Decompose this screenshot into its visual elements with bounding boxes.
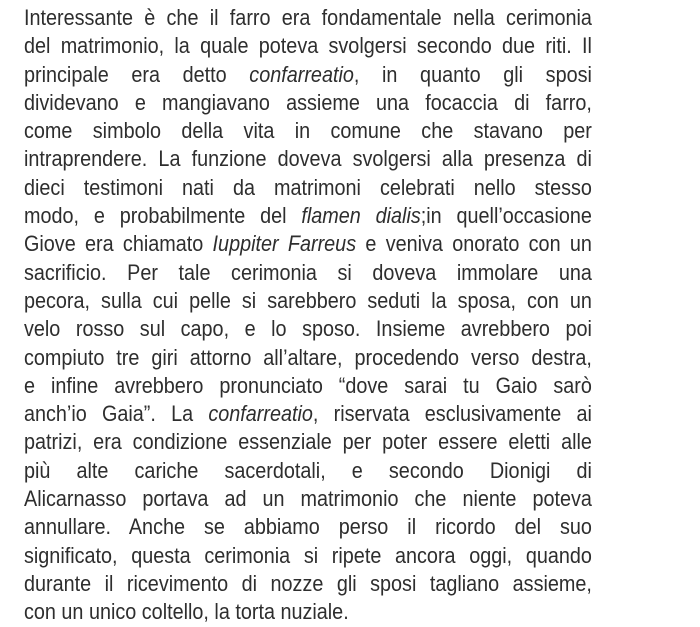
- text-line: [24, 315, 592, 343]
- text-line-content: [24, 428, 592, 456]
- text-run: con un unico coltello, la torta nuziale.: [24, 599, 349, 625]
- text-run: Alicarnasso portava ad un matrimonio che niente poteva: [24, 486, 592, 512]
- text-run: modo, e probabilmente del: [24, 203, 302, 229]
- text-run: ;in quell’occasione: [420, 203, 592, 229]
- italic-term: confarreatio: [249, 61, 354, 87]
- text-run: sacrificio. Per tale cerimonia si doveva immolare una: [24, 259, 592, 285]
- text-line: [24, 372, 592, 400]
- text-run: pecora, sulla cui pelle si sarebbero seduti la sposa, con un: [24, 287, 592, 313]
- text-line-content: [24, 230, 592, 258]
- text-line: [24, 598, 592, 626]
- text-run: anch’io Gaia”. La: [24, 401, 209, 427]
- text-line-content: [24, 344, 592, 372]
- text-line-content: [24, 372, 592, 400]
- text-run: dividevano e mangiavano assieme una focaccia di farro,: [24, 89, 592, 115]
- text-line-content: [24, 513, 592, 541]
- text-line-content: [24, 259, 592, 287]
- text-run: , in quanto gli sposi: [353, 61, 592, 87]
- text-line-content: [24, 400, 592, 428]
- text-line-content: [24, 145, 592, 173]
- text-line: [24, 4, 592, 32]
- text-line: [24, 513, 592, 541]
- text-line: [24, 457, 592, 485]
- text-run: più alte cariche sacerdotali, e secondo Dionigi di: [24, 457, 592, 483]
- text-run: patrizi, era condizione essenziale per poter essere eletti alle: [24, 429, 592, 455]
- text-run: , riservata esclusivamente ai: [312, 401, 592, 427]
- text-run: del matrimonio, la quale poteva svolgersi secondo due riti. Il: [24, 33, 592, 59]
- italic-term: flamen dialis: [301, 203, 421, 229]
- text-run: Interessante è che il farro era fondamentale nella cerimonia: [24, 5, 592, 30]
- text-line: [24, 485, 592, 513]
- text-line-content: [24, 598, 592, 626]
- text-line: [24, 570, 592, 598]
- text-line: [24, 145, 592, 173]
- text-line: [24, 287, 592, 315]
- text-line: [24, 202, 592, 230]
- text-line-content: [24, 485, 592, 513]
- text-line: [24, 174, 592, 202]
- text-run: e infine avrebbero pronunciato “dove sarai tu Gaio sarò: [24, 372, 592, 398]
- text-line: [24, 542, 592, 570]
- text-line: [24, 117, 592, 145]
- text-line: [24, 428, 592, 456]
- text-line: [24, 61, 592, 89]
- text-line-content: [24, 287, 592, 315]
- text-line-content: [24, 61, 592, 89]
- text-line-content: [24, 570, 592, 598]
- text-run: compiuto tre giri attorno all’altare, procedendo verso destra,: [24, 344, 592, 370]
- text-run: Giove era chiamato: [24, 231, 213, 257]
- text-line-content: [24, 117, 592, 145]
- text-run: velo rosso sul capo, e lo sposo. Insieme avrebbero poi: [24, 316, 592, 342]
- text-line: [24, 259, 592, 287]
- text-run: intraprendere. La funzione doveva svolgersi alla presenza di: [24, 146, 592, 172]
- text-line: [24, 89, 592, 117]
- text-line-content: [24, 4, 592, 32]
- text-run: annullare. Anche se abbiamo perso il ricordo del suo: [24, 514, 592, 540]
- document-paragraph: [24, 4, 592, 627]
- text-run: e veniva onorato con un: [356, 231, 592, 257]
- text-line-content: [24, 457, 592, 485]
- text-line: [24, 400, 592, 428]
- text-line: [24, 230, 592, 258]
- text-line: [24, 344, 592, 372]
- italic-term: confarreatio: [208, 401, 313, 427]
- text-line-content: [24, 315, 592, 343]
- text-line-content: [24, 89, 592, 117]
- text-run: come simbolo della vita in comune che stavano per: [24, 118, 592, 144]
- text-line-content: [24, 542, 592, 570]
- italic-term: Iuppiter Farreus: [212, 231, 357, 257]
- text-line-content: [24, 174, 592, 202]
- text-run: durante il ricevimento di nozze gli sposi tagliano assieme,: [24, 570, 592, 596]
- text-line: [24, 32, 592, 60]
- text-run: significato, questa cerimonia si ripete ancora oggi, quando: [24, 542, 592, 568]
- text-run: dieci testimoni nati da matrimoni celebrati nello stesso: [24, 174, 592, 200]
- text-line-content: [24, 202, 592, 230]
- text-line-content: [24, 32, 592, 60]
- text-run: principale era detto: [24, 61, 250, 87]
